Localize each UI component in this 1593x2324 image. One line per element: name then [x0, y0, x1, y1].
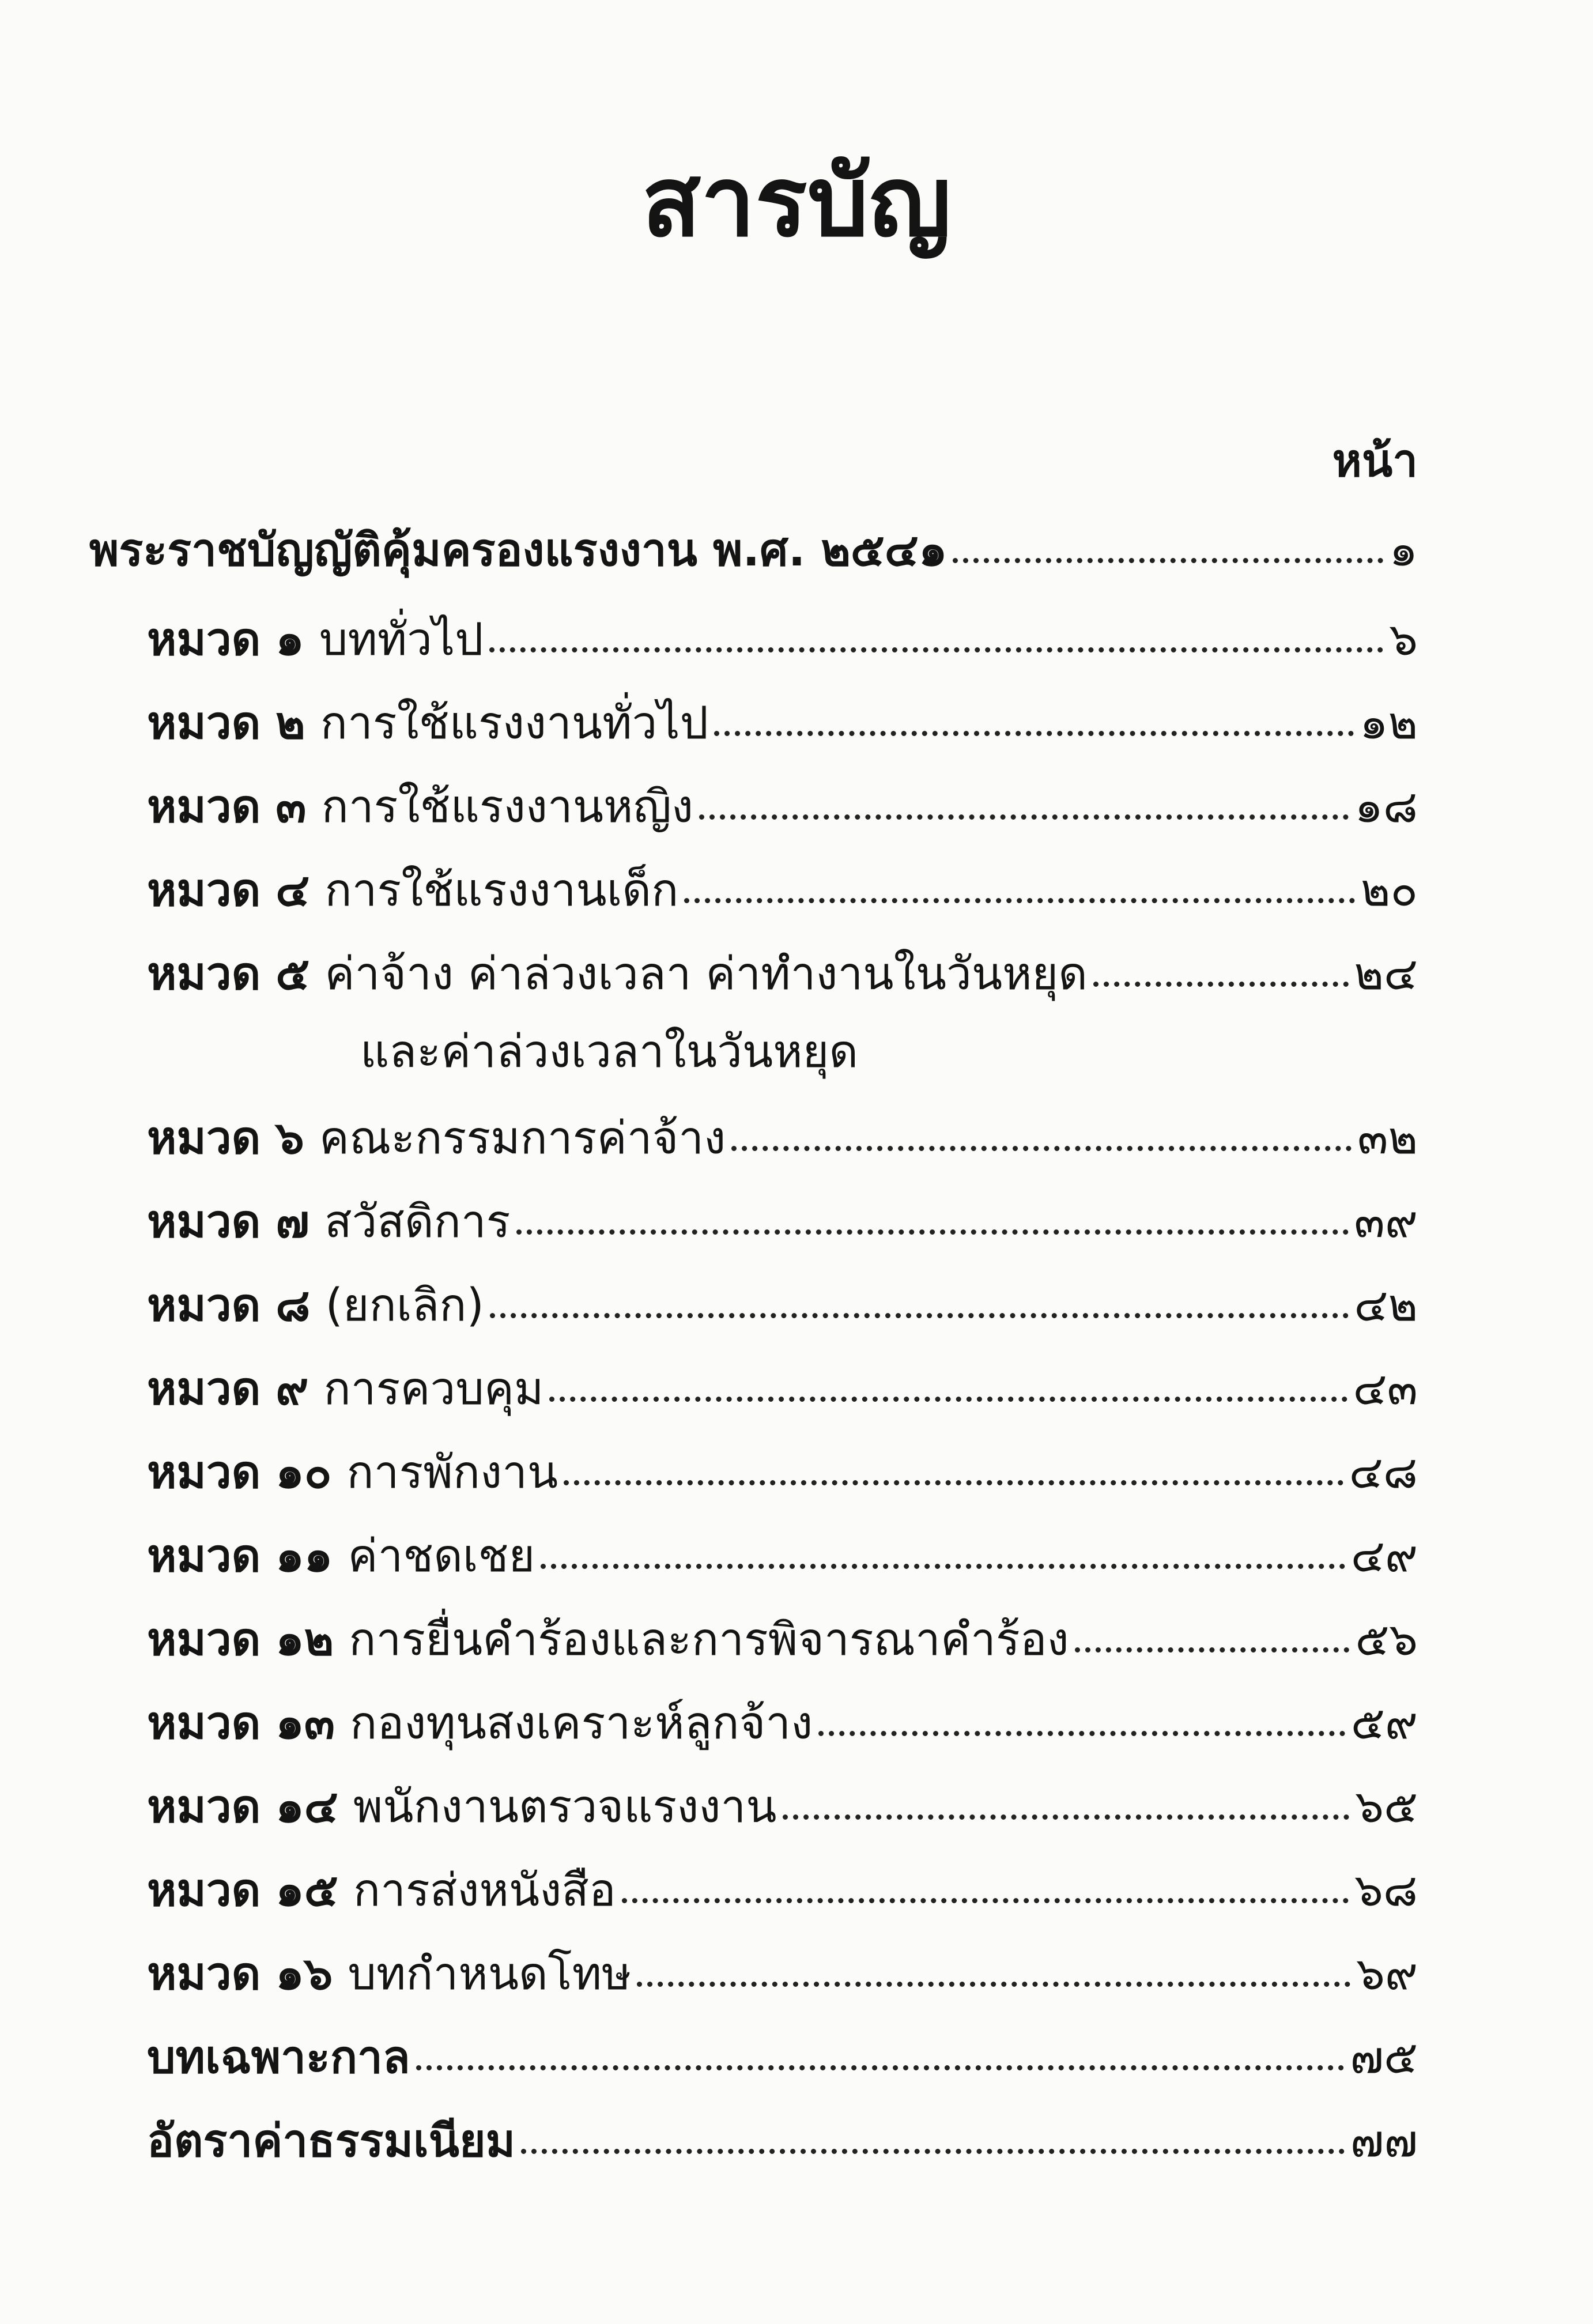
toc-entry-title: บทเฉพาะกาล: [147, 2032, 410, 2084]
chapter-title: บททั่วไป: [319, 614, 484, 666]
dot-leader: [416, 2065, 1345, 2070]
chapter-number: ๘: [275, 1280, 311, 1331]
chapter-title: การส่งหนังสือ: [353, 1865, 616, 1916]
chapter-number: ๑๖: [275, 1948, 333, 2000]
toc-chapter: [147, 692, 1418, 755]
dot-leader: [516, 1229, 1349, 1235]
toc-chapter: [147, 1942, 1418, 2006]
chapter-label: หมวด: [147, 1697, 261, 1749]
toc-chapter: [147, 1692, 1418, 1755]
chapter-label: หมวด: [147, 1447, 261, 1499]
chapter-label: หมวด: [147, 781, 261, 833]
chapter-page: ๓๒: [1357, 1112, 1418, 1164]
chapter-label: หมวด: [147, 697, 261, 749]
chapter-title: สวัสดิการ: [324, 1196, 511, 1248]
chapter-title: การพักงาน: [346, 1447, 558, 1499]
toc-entry-page: ๑: [1389, 525, 1418, 576]
chapter-title: (ยกเลิก): [325, 1280, 484, 1331]
chapter-label: หมวด: [147, 1948, 261, 2000]
chapter-number: ๑๑: [275, 1530, 333, 1582]
chapter-label: หมวด: [147, 614, 261, 666]
dot-leader: [1075, 1647, 1350, 1653]
chapter-number: ๗: [275, 1196, 309, 1248]
toc-chapter: [147, 1274, 1418, 1337]
chapter-page: ๒๔: [1354, 948, 1418, 1000]
dot-leader: [731, 1146, 1352, 1151]
chapter-label: หมวด: [147, 1530, 261, 1582]
chapter-page: ๑๘: [1354, 781, 1418, 833]
toc-chapter: [147, 1775, 1418, 1839]
dot-leader: [1093, 982, 1349, 987]
dot-leader: [714, 731, 1354, 736]
toc-chapter: [147, 859, 1418, 922]
chapter-page: ๖: [1389, 614, 1418, 666]
chapter-page: ๑๒: [1360, 697, 1418, 749]
chapter-number: ๑๐: [275, 1447, 332, 1499]
dot-leader: [699, 814, 1349, 820]
chapter-label: หมวด: [147, 1112, 261, 1164]
dot-leader: [622, 1898, 1349, 1903]
toc-entry-transitional: [147, 2026, 1418, 2089]
chapter-title: การควบคุม: [323, 1363, 544, 1415]
chapter-label: หมวด: [147, 1280, 261, 1331]
chapter-label: หมวด: [147, 1363, 261, 1415]
chapter-title: การใช้แรงงานเด็ก: [324, 865, 679, 916]
toc-entry-title: พระราชบัญญัติคุ้มครองแรงงาน พ.ศ. ๒๕๔๑: [89, 525, 948, 576]
chapter-number: ๔: [275, 865, 310, 916]
dot-leader: [953, 558, 1383, 563]
chapter-title: ค่าจ้าง ค่าล่วงเวลา ค่าทำงานในวันหยุด: [324, 948, 1088, 1000]
chapter-label: หมวด: [147, 865, 261, 916]
chapter-page: ๕๖: [1355, 1614, 1418, 1666]
chapter-label: หมวด: [147, 948, 261, 1000]
dot-leader: [490, 1313, 1349, 1318]
toc-chapter: [147, 1357, 1418, 1421]
chapter-page: ๖๘: [1354, 1865, 1418, 1916]
page-title: สารบัญ: [641, 145, 952, 258]
toc-chapter: [147, 608, 1418, 671]
toc-entry-act: [89, 519, 1418, 582]
chapter-label: หมวด: [147, 1614, 261, 1666]
chapter-number: ๓: [275, 781, 307, 833]
chapter-title: พนักงานตรวจแรงงาน: [353, 1781, 777, 1833]
chapter-title-continuation: และค่าล่วงเวลาในวันหยุด: [360, 1026, 858, 1078]
dot-leader: [637, 1982, 1350, 1987]
chapter-page: ๖๙: [1356, 1948, 1418, 2000]
chapter-page: ๒๐: [1360, 865, 1418, 916]
chapter-number: ๕: [275, 948, 310, 1000]
chapter-title: คณะกรรมการค่าจ้าง: [319, 1112, 726, 1164]
chapter-page: ๕๙: [1350, 1697, 1418, 1749]
chapter-page: ๔๓: [1353, 1363, 1418, 1415]
chapter-title: กองทุนสงเคราะห์ลูกจ้าง: [350, 1697, 813, 1749]
dot-leader: [489, 647, 1384, 652]
chapter-number: ๑๔: [275, 1781, 338, 1833]
page-column-header: หน้า: [1332, 435, 1418, 487]
toc-entry-page: ๗๕: [1350, 2032, 1418, 2084]
toc-entry-fee-rates: [147, 2110, 1418, 2173]
dot-leader: [818, 1731, 1345, 1736]
chapter-page: ๓๙: [1354, 1196, 1418, 1248]
dot-leader: [684, 898, 1355, 903]
toc-chapter: [147, 1107, 1418, 1170]
toc-chapter: [147, 1441, 1418, 1504]
dot-leader: [783, 1814, 1350, 1820]
chapter-number: ๙: [275, 1363, 309, 1415]
chapter-label: หมวด: [147, 1781, 261, 1833]
chapter-number: ๑๕: [275, 1865, 338, 1916]
chapter-number: ๒: [275, 697, 305, 749]
chapter-page: ๔๒: [1354, 1280, 1418, 1331]
toc-entry-page: ๗๗: [1350, 2115, 1418, 2167]
chapter-number: ๑: [275, 614, 304, 666]
chapter-number: ๑๒: [275, 1614, 334, 1666]
toc-chapter: [147, 775, 1418, 839]
chapter-number: ๑๓: [275, 1697, 335, 1749]
chapter-page: ๖๕: [1355, 1781, 1418, 1833]
chapter-label: หมวด: [147, 1865, 261, 1916]
dot-leader: [541, 1564, 1345, 1569]
chapter-title: การใช้แรงงานทั่วไป: [320, 697, 709, 749]
toc-chapter: [147, 1190, 1418, 1254]
toc-chapter: [147, 1859, 1418, 1922]
chapter-title: การยื่นคำร้องและการพิจารณาคำร้อง: [349, 1614, 1069, 1666]
dot-leader: [564, 1480, 1343, 1485]
chapter-page: ๔๘: [1349, 1447, 1418, 1499]
dot-leader: [549, 1397, 1347, 1402]
dot-leader: [521, 2149, 1345, 2154]
toc-chapter: [147, 1608, 1418, 1672]
chapter-page: ๔๙: [1350, 1530, 1418, 1582]
chapter-title: ค่าชดเชย: [348, 1530, 535, 1582]
toc-entry-title: อัตราค่าธรรมเนียม: [147, 2115, 516, 2167]
chapter-title: การใช้แรงงานหญิง: [321, 781, 693, 833]
toc-chapter: [147, 1525, 1418, 1588]
toc-chapter: [147, 942, 1418, 1006]
chapter-number: ๖: [275, 1112, 304, 1164]
chapter-title: บทกำหนดโทษ: [348, 1948, 632, 2000]
chapter-label: หมวด: [147, 1196, 261, 1248]
